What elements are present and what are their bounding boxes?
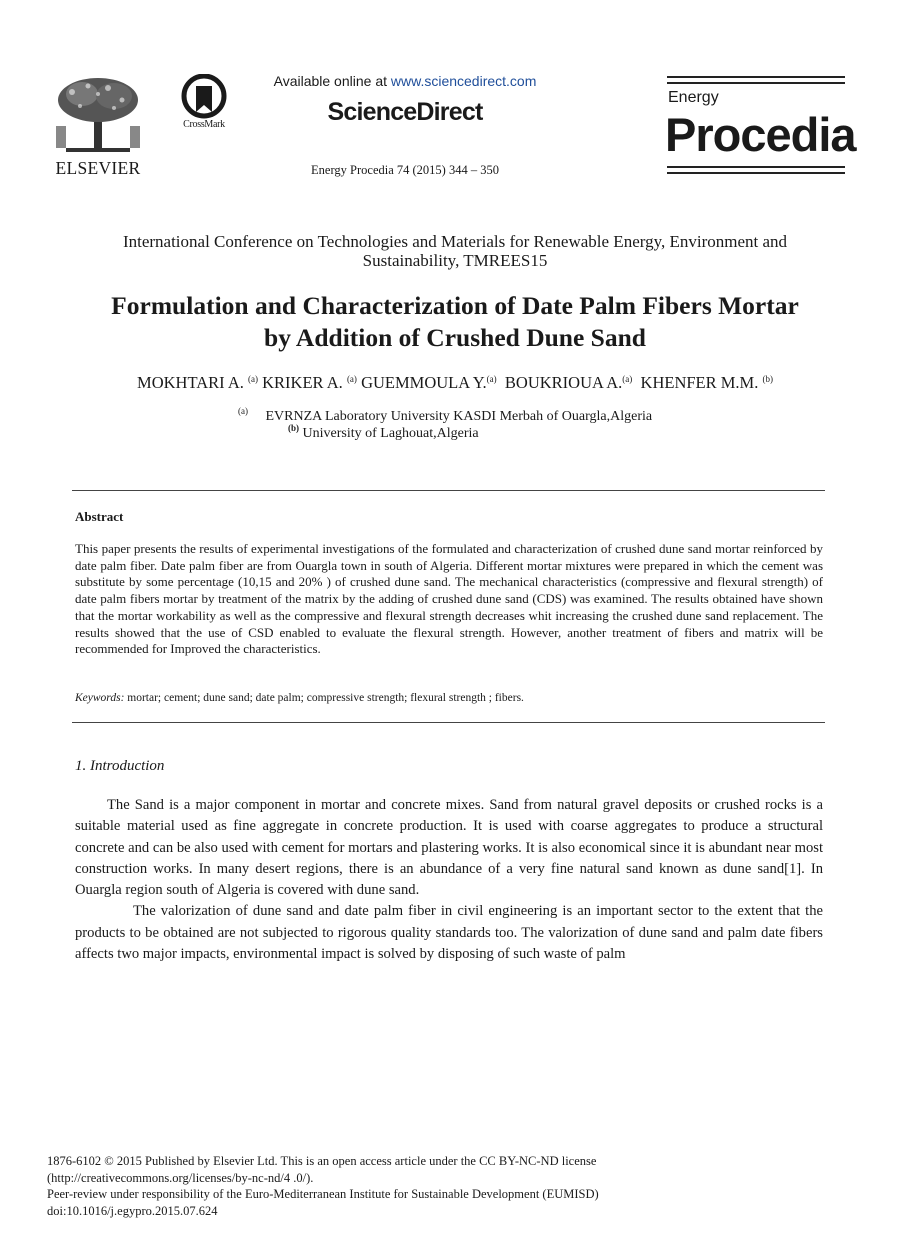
elsevier-tree-logo-icon [52,76,144,156]
journal-logo-procedia: Procedia [665,108,856,161]
sciencedirect-link[interactable]: www.sciencedirect.com [390,73,537,89]
available-online-prefix: Available online at [273,73,387,89]
author-affiliation-mark: (a) [486,374,497,384]
journal-logo-rule-bottom [667,166,845,168]
paper-title [60,290,850,354]
author-name: BOUKRIOUA A. [504,373,623,392]
keywords-text: mortar; cement; dune sand; date palm; compressive strength; flexural strength ; fibers. [127,692,524,704]
affiliation-b [288,423,479,442]
doi[interactable]: doi:10.1016/j.egypro.2015.07.624 [47,1204,218,1219]
affiliation-text: University of Laghouat,Algeria [302,426,479,441]
author-list [60,373,850,393]
journal-logo-rule-bottom-2 [667,172,845,174]
conference-line-2: Sustainability, TMREES15 [362,251,548,270]
affiliation-mark: (a) [238,406,248,416]
conference-name [60,232,850,270]
keywords [75,692,823,704]
author-name: MOKHTARI A. [137,373,244,392]
journal-logo-rule-top [667,76,845,78]
conference-line-1: International Conference on Technologies and Materials for Renewable Energy, Environment and [122,232,788,251]
keywords-label: Keywords: [75,692,125,704]
abstract-top-rule [72,490,825,491]
license-link[interactable]: (http://creativecommons.org/licenses/by-nc-nd/4 .0/). [47,1170,314,1185]
author-affiliation-mark: (a) [346,374,357,384]
title-line-2: by Addition of Crushed Dune Sand [264,323,646,352]
author-affiliation-mark: (a) [248,374,259,384]
abstract-bottom-rule [72,722,825,723]
affiliation-mark: (b) [288,423,299,433]
affiliation-text: EVRNZA Laboratory University KASDI Merbah of Ouargla,Algeria [265,409,653,424]
abstract-heading: Abstract [75,509,124,524]
available-online [255,73,555,89]
copyright-footer [47,1153,807,1220]
journal-logo-energy: Energy [668,89,719,106]
journal-logo-rule-top-2 [667,82,845,84]
introduction-paragraph: The valorization of dune sand and date palm fiber in civil engineering is an important sector to the extent that the products to be obtained are not subjected to rigorous quality standards too. The valorization of dune sand and palm date fibers affects two major impacts, environmental impact is solved by disposing of such waste of palm [75,903,823,963]
title-line-1: Formulation and Characterization of Date Palm Fibers Mortar [111,291,799,320]
introduction-paragraph: The Sand is a major component in mortar and concrete mixes. Sand from natural gravel deposits or crushed rocks is a suitable material used as fine aggregate in concrete production. It is used with coarse aggregates to produce a structural concrete and can be also used with cement for mortars and plastering works. It is also economical since it is abundant near most construction works. In many desert regions, there is an abundance of a very fine natural sand known as dune sand[1]. In Ouargla region south of Algeria is covered with dune sand. [75,797,823,899]
abstract-text: This paper presents the results of experimental investigations of the formulated and characterization of crushed dune sand mortar reinforced by date palm fiber. Date palm fiber are from Ouargla town in south of Algeria. Different mortar mixtures were prepared in which the cement was substitute by some percentage (10,15 and 20% ) of crushed dune sand. The mechanical characteristics (compressive and flexural strength) of date palm fibers mortar by treatment of the matrix by the adding of crushed dune sand (CDS) was examined. The results obtained have shown that the mortar workability as well as the compressive and flexural strength decreases whit increasing the crushed dune sand replacement. The results showed that the use of CSD enabled to evaluate the flexural strength. However, another treatment of fibers and matrix will be recommended for Improved the characteristics. [75,541,823,657]
author-name: KHENFER M.M. [640,373,759,392]
journal-reference: Energy Procedia 74 (2015) 344 – 350 [311,163,499,177]
sciencedirect-logo: ScienceDirect [327,98,483,126]
copyright-line: 1876-6102 © 2015 Published by Elsevier Ltd. This is an open access article under the CC BY-NC-ND license [47,1154,597,1168]
author-name: GUEMMOULA Y. [361,373,487,392]
author-name: KRIKER A. [262,373,343,392]
elsevier-wordmark: ELSEVIER [55,158,141,178]
crossmark-label: CrossMark [183,119,225,130]
introduction-body [75,795,823,965]
author-affiliation-mark: (a) [622,374,633,384]
author-affiliation-mark: (b) [762,374,773,384]
peer-review-line: Peer-review under responsibility of the Euro-Mediterranean Institute for Sustainable Development (EUMISD) [47,1187,599,1202]
section-heading-introduction: 1. Introduction [75,758,165,774]
